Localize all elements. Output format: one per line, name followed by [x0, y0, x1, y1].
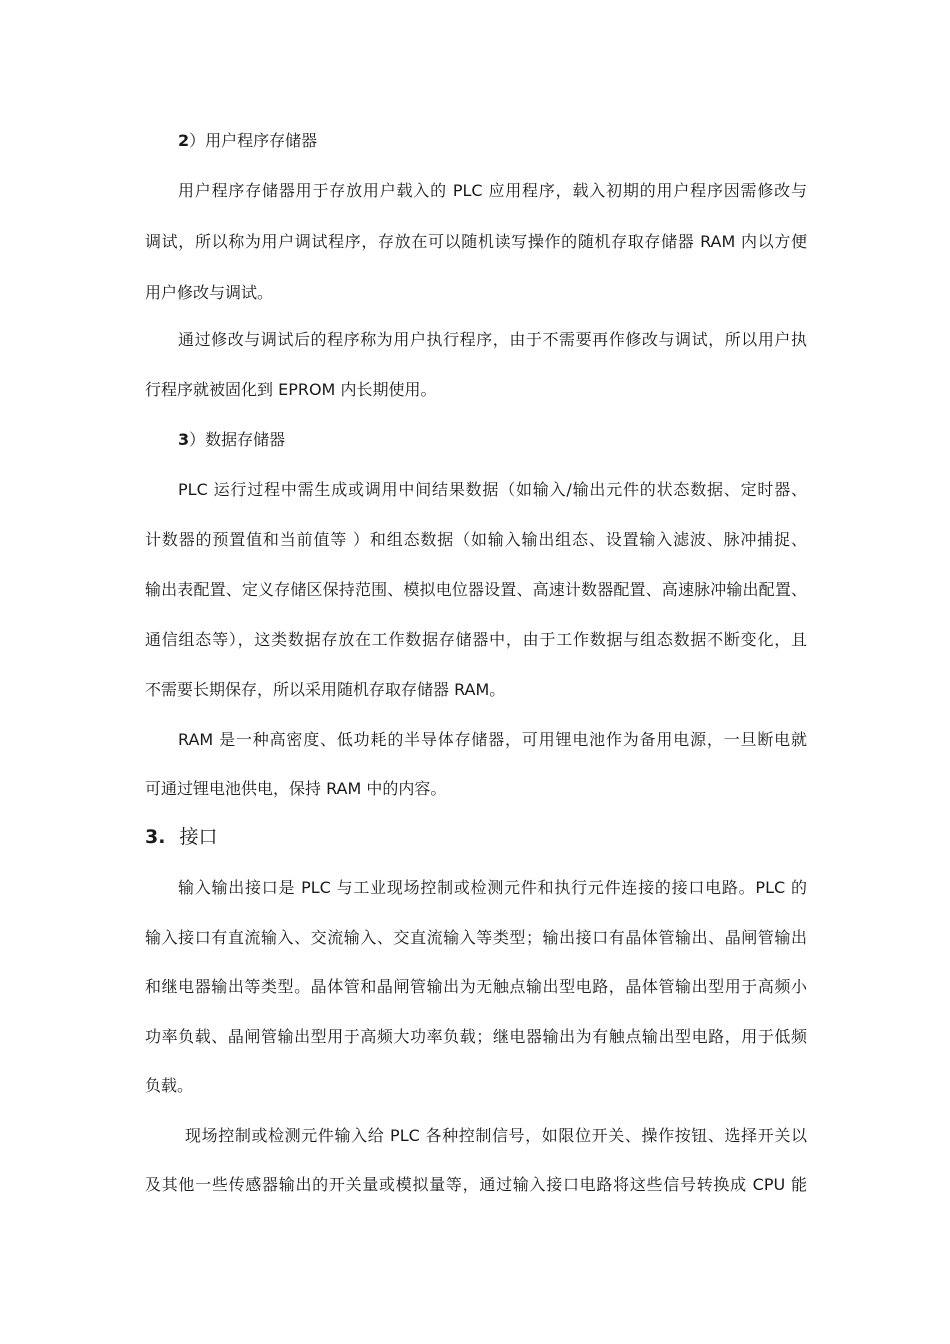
paragraph-line: 行程序就被固化到 EPROM 内长期使用。 [145, 380, 437, 399]
section-title: ）数据存储器 [189, 430, 286, 449]
paragraph-line: 和继电器输出等类型。晶体管和晶闸管输出为无触点输出型电路，晶体管输出型用于高频小 [145, 977, 807, 996]
paragraph-line: 输入接口有直流输入、交流输入、交直流输入等类型；输出接口有晶体管输出、晶闸管输出 [145, 928, 807, 947]
paragraph-line: 输入输出接口是 PLC 与工业现场控制或检测元件和执行元件连接的接口电路。PLC 的 [178, 878, 807, 897]
paragraph-line: 输出表配置、定义存储区保持范围、模拟电位器设置、高速计数器配置、高速脉冲输出配置、 [145, 580, 807, 599]
paragraph-line: 通信组态等），这类数据存放在工作数据存储器中，由于工作数据与组态数据不断变化，且 [145, 630, 807, 649]
paragraph-line: 及其他一些传感器输出的开关量或模拟量等，通过输入接口电路将这些信号转换成 CPU 能 [145, 1175, 807, 1194]
paragraph-line: 可通过锂电池供电，保持 RAM 中的内容。 [145, 779, 447, 798]
paragraph-line: 用户程序存储器用于存放用户载入的 PLC 应用程序，载入初期的用户程序因需修改与 [178, 181, 807, 200]
chapter-number: 3. [145, 826, 166, 848]
section-number: 3 [178, 430, 190, 449]
paragraph-line: RAM 是一种高密度、低功耗的半导体存储器，可用锂电池作为备用电源，一旦断电就 [178, 730, 807, 749]
section-heading-user-program-memory [178, 131, 317, 151]
paragraph-line: 用户修改与调试。 [145, 283, 274, 302]
paragraph-line: 通过修改与调试后的程序称为用户执行程序，由于不需要再作修改与调试，所以用户执 [178, 330, 807, 349]
chapter-title: 接口 [179, 826, 218, 848]
paragraph-line: 调试，所以称为用户调试程序，存放在可以随机读写操作的随机存取存储器 RAM 内以方便 [145, 232, 807, 251]
chapter-heading-interface [145, 825, 217, 849]
paragraph-line: PLC 运行过程中需生成或调用中间结果数据（如输入/输出元件的状态数据、定时器、 [178, 480, 807, 499]
section-heading-data-memory [178, 430, 285, 450]
section-title: ）用户程序存储器 [189, 131, 318, 150]
paragraph-line: 不需要长期保存，所以采用随机存取存储器 RAM。 [145, 680, 506, 699]
paragraph-line: 现场控制或检测元件输入给 PLC 各种控制信号，如限位开关、操作按钮、选择开关以 [185, 1126, 807, 1145]
paragraph-line: 负载。 [145, 1076, 194, 1095]
paragraph-line: 计数器的预置值和当前值等 ）和组态数据（如输入输出组态、设置输入滤波、脉冲捕捉、 [145, 530, 807, 549]
section-number: 2 [178, 131, 190, 150]
paragraph-line: 功率负载、晶闸管输出型用于高频大功率负载；继电器输出为有触点输出型电路，用于低频 [145, 1027, 807, 1046]
